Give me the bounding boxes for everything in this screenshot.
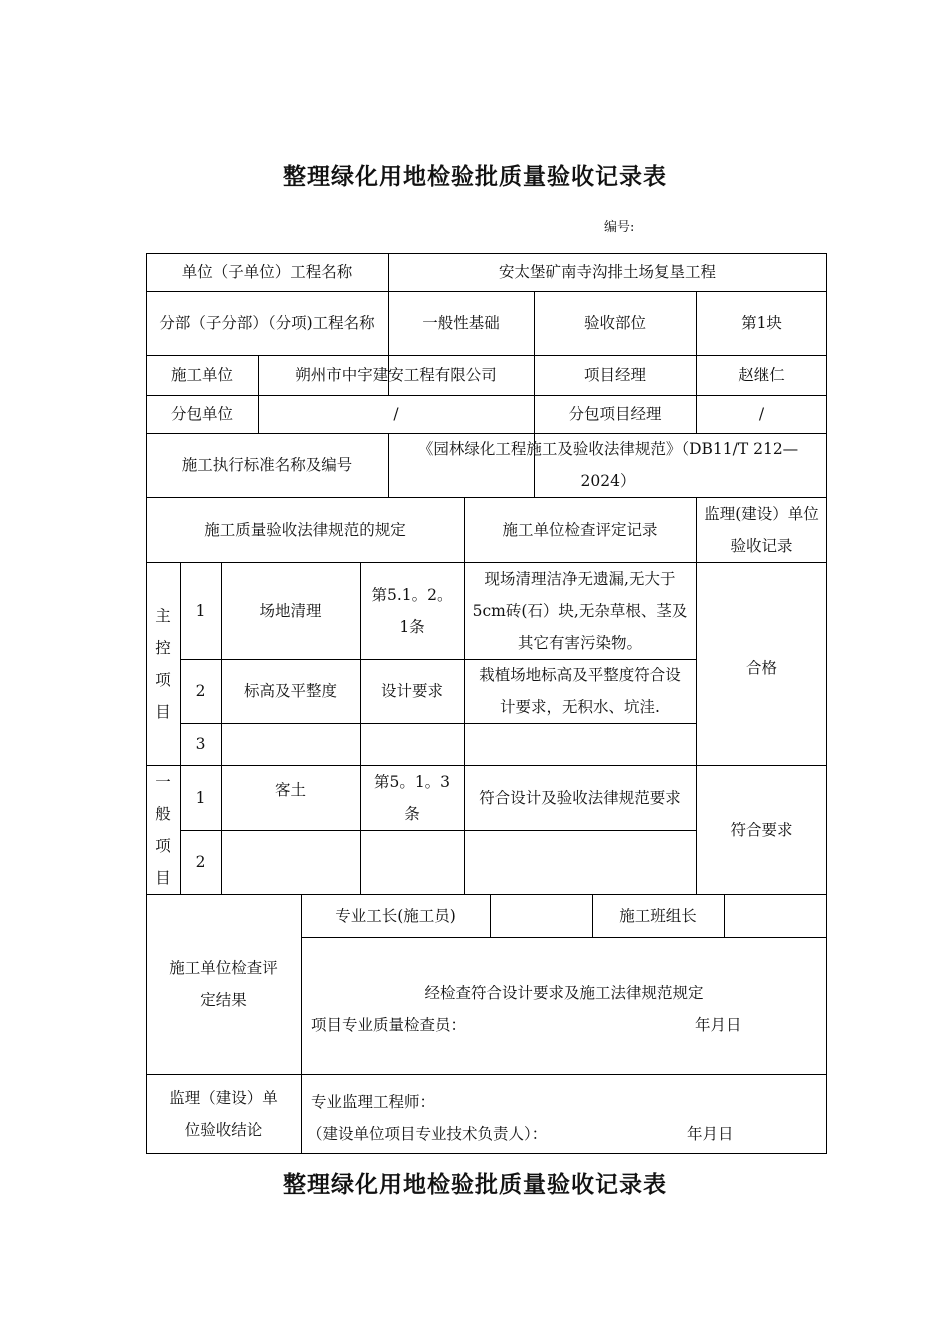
foreman-label: 专业工长(施工员) [335, 906, 456, 925]
inspection-conclusion: 经检查符合设计要求及施工法律规范规定 [424, 984, 704, 1002]
team-leader-label: 施工班组长 [619, 906, 697, 925]
contractor-value: 朔州市中宇建安工程有限公司 [295, 366, 497, 384]
general-item-clause: 第5。1。3条 [373, 772, 451, 823]
general-items-group-label: 一般项目 [155, 772, 171, 887]
main-item-record: 现场清理洁净无遗漏,无大于5cm砖(石）块,无杂草根、茎及其它有害污染物。 [472, 569, 688, 652]
spec-column-header: 施工质量验收法律规范的规定 [204, 520, 406, 539]
main-item-no: 1 [195, 601, 206, 620]
supervision-engineer-label: 专业监理工程师： [311, 1093, 436, 1111]
project-manager-value: 赵继仁 [738, 366, 785, 384]
general-item-record: 符合设计及验收法律规范要求 [479, 788, 681, 807]
supervision-column-header: 监理(建设）单位验收记录 [704, 504, 819, 555]
supervision-date-label: 年月日 [687, 1125, 734, 1143]
rule-line [146, 1153, 827, 1154]
main-item-no: 2 [195, 682, 206, 700]
project-name-label: 单位（子单位）工程名称 [181, 263, 353, 281]
record-column-header: 施工单位检查评定记录 [502, 520, 658, 539]
main-item-record: 栽植场地标高及平整度符合设计要求，无积水、坑洼. [479, 666, 681, 716]
rule-line [301, 937, 827, 938]
general-item-name [221, 830, 360, 894]
supervision-conclusion-label: 监理（建设）单位验收结论 [169, 1088, 278, 1139]
subcontractor-value: / [393, 405, 399, 423]
subproject-label: 分部（子分部）（分项)工程名称 [159, 314, 375, 332]
general-items-result: 符合要求 [730, 820, 793, 839]
sub-manager-label: 分包项目经理 [568, 405, 662, 423]
general-item-name: 客土 [274, 781, 306, 799]
sub-manager-value: / [758, 405, 765, 423]
project-manager-label: 项目经理 [583, 366, 646, 384]
project-name-value: 安太堡矿南寺沟排土场复垦工程 [498, 263, 716, 281]
document-number-label: 编号: [604, 220, 635, 235]
standard-value: 《园林绿化工程施工及验收法律规范》（DB11/T 212—2024） [417, 440, 799, 490]
main-items-group-label: 主控项目 [155, 606, 171, 721]
main-item-clause: 设计要求 [380, 682, 443, 700]
acceptance-record-form [146, 253, 827, 1154]
standard-label: 施工执行标准名称及编号 [181, 456, 353, 474]
main-items-result: 合格 [745, 659, 777, 677]
main-item-name: 标高及平整度 [243, 682, 337, 700]
contractor-label: 施工单位 [170, 366, 233, 384]
general-item-no: 2 [195, 853, 206, 871]
rule-line [388, 433, 389, 497]
subproject-value: 一般性基础 [422, 314, 500, 332]
inspection-result-label: 施工单位检查评定结果 [169, 959, 278, 1009]
main-item-name: 场地清理 [259, 601, 322, 620]
main-item-no: 3 [195, 735, 206, 753]
general-item-record [464, 830, 696, 894]
document-title: 整理绿化用地检验批质量验收记录表 [283, 163, 667, 190]
main-item-name [221, 723, 360, 765]
main-item-clause: 第5.1。2。1条 [371, 585, 453, 636]
owner-technical-lead-label: （建设单位项目专业技术负责人）： [307, 1125, 548, 1143]
main-item-clause [360, 723, 464, 765]
general-item-no: 1 [195, 788, 206, 807]
team-leader-value [724, 894, 827, 937]
general-item-clause [360, 830, 464, 894]
subcontractor-label: 分包单位 [170, 405, 233, 423]
acceptance-part-value: 第1块 [741, 314, 782, 332]
acceptance-part-label: 验收部位 [583, 314, 646, 332]
foreman-value [490, 894, 592, 937]
inspection-date-label: 年月日 [695, 1016, 742, 1034]
quality-inspector-label: 项目专业质量检查员： [311, 1016, 467, 1034]
repeated-document-title: 整理绿化用地检验批质量验收记录表 [283, 1171, 667, 1198]
main-item-record [464, 723, 696, 765]
